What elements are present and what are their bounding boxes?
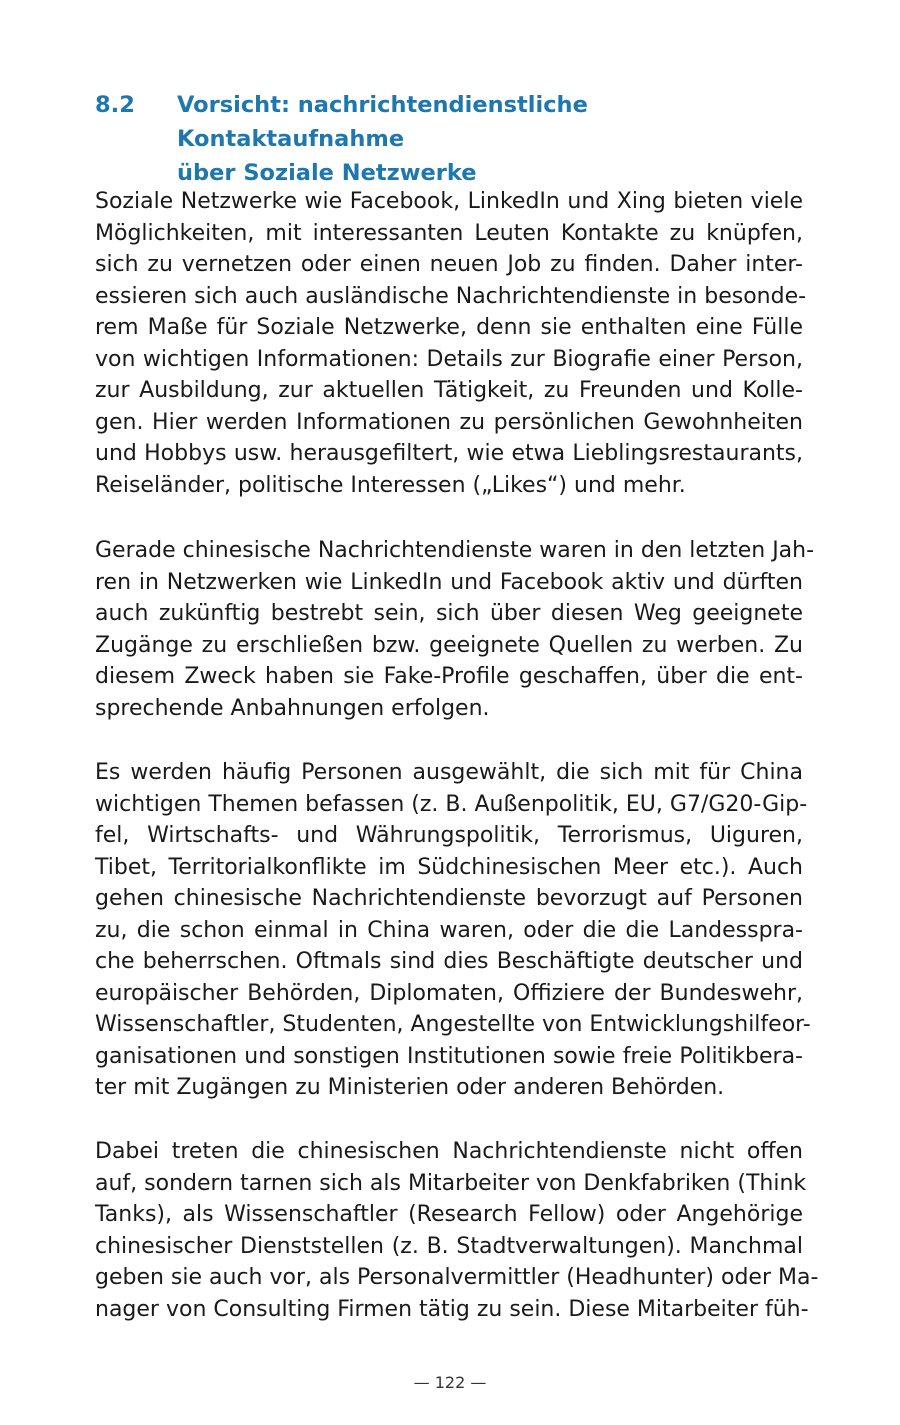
text-line: rem Maße für Soziale Netzwerke, denn sie enthalten eine Fülle bbox=[95, 315, 803, 340]
paragraph bbox=[95, 757, 811, 1104]
text-line: und Hobbys usw. herausgefiltert, wie etwa Lieblingsrestaurants, bbox=[95, 441, 803, 466]
text-line: Es werden häufig Personen ausgewählt, die sich mit für China bbox=[95, 760, 803, 785]
text-line: Dabei treten die chinesischen Nachrichtendienste nicht offen bbox=[95, 1139, 803, 1164]
text-line: sich zu vernetzen oder einen neuen Job zu finden. Daher inter- bbox=[95, 252, 803, 277]
text-line: nager von Consulting Firmen tätig zu sein. Diese Mitarbeiter füh- bbox=[95, 1296, 809, 1322]
text-line: Wissenschaftler, Studenten, Angestellte von Entwicklungshilfeor- bbox=[95, 1012, 811, 1037]
paragraph bbox=[95, 186, 807, 501]
text-line: gen. Hier werden Informationen zu persönlichen Gewohnheiten bbox=[95, 409, 803, 435]
text-line: geben sie auch vor, als Personalvermittler (Headhunter) oder Ma- bbox=[95, 1265, 819, 1290]
section-title-line: über Soziale Netzwerke bbox=[177, 160, 477, 186]
text-line: essieren sich auch ausländische Nachrichtendienste in besonde- bbox=[95, 283, 807, 309]
text-line: ganisationen und sonstigen Institutionen sowie freie Politikbera- bbox=[95, 1043, 803, 1069]
text-line: zu, die schon einmal in China waren, oder die die Landesspra- bbox=[95, 917, 803, 943]
text-line: diesem Zweck haben sie Fake-Profile geschaffen, über die ent- bbox=[95, 664, 803, 689]
section-number: 8.2 bbox=[95, 92, 135, 118]
text-line: ren in Netzwerken wie LinkedIn und Facebook aktiv und dürften bbox=[95, 569, 803, 595]
text-line: che beherrschen. Oftmals sind dies Beschäftigte deutscher und bbox=[95, 949, 803, 974]
text-line: zur Ausbildung, zur aktuellen Tätigkeit, zu Freunden und Kolle- bbox=[95, 378, 803, 403]
text-line: Reiseländer, politische Interessen („Likes“) und mehr. bbox=[95, 472, 686, 498]
text-line: chinesischer Dienststellen (z. B. Stadtverwaltungen). Manchmal bbox=[95, 1233, 803, 1259]
text-line: ter mit Zugängen zu Ministerien oder anderen Behörden. bbox=[95, 1075, 725, 1100]
text-line: Soziale Netzwerke wie Facebook, LinkedIn und Xing bieten viele bbox=[95, 189, 803, 214]
text-line: wichtigen Themen befassen (z. B. Außenpolitik, EU, G7/G20-Gip- bbox=[95, 791, 808, 817]
section-title-line: Vorsicht: nachrichtendienstliche Kontaktaufnahme bbox=[177, 92, 588, 152]
text-line: fel, Wirtschafts- und Währungspolitik, Terrorismus, Uiguren, bbox=[95, 823, 803, 848]
section-title bbox=[177, 88, 805, 190]
text-line: auch zukünftig bestrebt sein, sich über diesen Weg geeignete bbox=[95, 601, 803, 626]
text-line: Gerade chinesische Nachrichtendienste waren in den letzten Jah- bbox=[95, 538, 815, 563]
paragraph bbox=[95, 535, 815, 724]
text-line: Tibet, Territorialkonflikte im Südchinesischen Meer etc.). Auch bbox=[95, 854, 803, 880]
text-line: von wichtigen Informationen: Details zur Biografie einer Person, bbox=[95, 346, 803, 372]
text-line: europäischer Behörden, Diplomaten, Offiziere der Bundeswehr, bbox=[95, 980, 803, 1006]
page-number: — 122 — bbox=[413, 1373, 487, 1392]
text-line: Tanks), als Wissenschaftler (Research Fellow) oder Angehörige bbox=[95, 1202, 803, 1227]
paragraph bbox=[95, 1136, 819, 1325]
section-heading bbox=[95, 88, 805, 190]
text-line: Zugänge zu erschließen bzw. geeignete Quellen zu werben. Zu bbox=[95, 632, 803, 658]
text-line: Möglichkeiten, mit interessanten Leuten Kontakte zu knüpfen, bbox=[95, 220, 803, 246]
text-line: sprechende Anbahnungen erfolgen. bbox=[95, 695, 490, 721]
text-line: auf, sondern tarnen sich als Mitarbeiter von Denkfabriken (Think bbox=[95, 1170, 807, 1196]
text-line: gehen chinesische Nachrichtendienste bevorzugt auf Personen bbox=[95, 886, 803, 911]
